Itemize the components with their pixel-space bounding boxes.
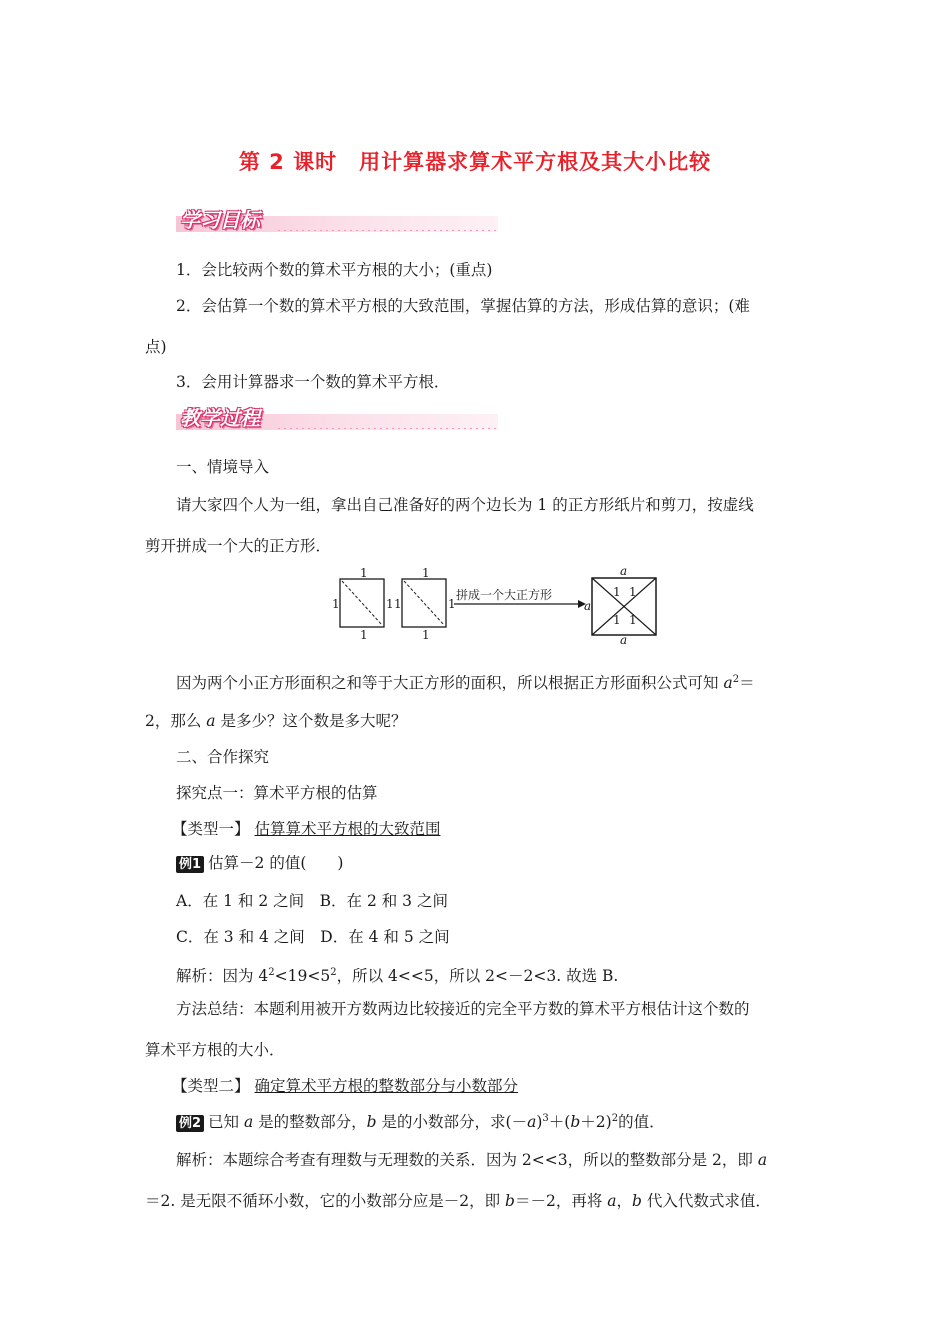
banner-dots (276, 427, 496, 430)
method-summary-line-2: 算术平方根的大小． (145, 1041, 285, 1059)
example-badge: 例2 (176, 1115, 204, 1132)
example-badge: 例1 (176, 856, 204, 873)
side-label: 1 (422, 628, 430, 642)
options-a-b: A．在 1 和 2 之间 B．在 2 和 3 之间 (176, 892, 448, 910)
arrow-text: 拼成一个大正方形 (456, 588, 553, 602)
inner-label: 1 (613, 613, 621, 627)
goal-3: 3．会用计算器求一个数的算术平方根． (176, 373, 450, 391)
side-label-a: a (620, 568, 628, 578)
inner-label: 1 (629, 613, 637, 627)
dashed-diagonal (404, 581, 444, 625)
page-title: 第 2 课时 用计算器求算术平方根及其大小比较 (238, 150, 712, 174)
paragraph-1-line-2: 剪开拼成一个大的正方形． (145, 537, 332, 555)
inner-label: 1 (613, 585, 621, 599)
side-label-a: a (584, 599, 592, 613)
example-1: 例1 估算－2 的值( ) (176, 852, 343, 874)
side-label: 1 (448, 597, 456, 611)
square-cutting-figure (330, 568, 670, 644)
banner-label: 学习目标 (180, 208, 260, 232)
analysis-2-line-1: 解析：本题综合考查有理数与无理数的关系．因为 2<<3，所以的整数部分是 2，即 a (176, 1151, 768, 1169)
section-1-heading: 一、情境导入 (176, 458, 270, 476)
banner-dots (276, 229, 496, 232)
paragraph-1-line-1: 请大家四个人为一组，拿出自己准备好的两个边长为 1 的正方形纸片和剪刀，按虚线 (176, 496, 754, 514)
type-2-heading: 【类型二】 确定算术平方根的整数部分与小数部分 (172, 1077, 518, 1095)
inner-label: 1 (629, 585, 637, 599)
banner-label: 教学过程 (180, 406, 260, 430)
section-banner-goals (176, 204, 498, 234)
side-label: 1 (360, 628, 368, 642)
side-label: 1 (360, 568, 368, 580)
goal-1: 1．会比较两个数的算术平方根的大小；(重点) (176, 261, 493, 279)
paragraph-2-line-2: 2，那么 a 是多少？这个数是多大呢？ (145, 712, 407, 730)
goal-2-line-2: 点) (145, 338, 167, 356)
analysis-2-line-2: ＝2. 是无限不循环小数，它的小数部分应是－2，即 b＝－2，再将 a，b 代入代数式求值． (145, 1192, 771, 1210)
side-label: 1 (386, 597, 394, 611)
dashed-diagonal (342, 581, 382, 625)
exploration-point-1: 探究点一：算术平方根的估算 (176, 784, 378, 802)
side-label: 1 (332, 597, 340, 611)
side-label: 1 (394, 597, 402, 611)
goal-2-line-1: 2．会估算一个数的算术平方根的大致范围，掌握估算的方法，形成估算的意识；(难 (176, 297, 750, 315)
method-summary-line-1: 方法总结：本题利用被开方数两边比较接近的完全平方数的算术平方根估计这个数的 (176, 1000, 750, 1018)
side-label: 1 (422, 568, 430, 580)
options-c-d: C．在 3 和 4 之间 D．在 4 和 5 之间 (176, 928, 450, 946)
type-1-heading: 【类型一】 估算算术平方根的大致范围 (172, 820, 441, 838)
paragraph-2-line-1: 因为两个小正方形面积之和等于大正方形的面积，所以根据正方形面积公式可知 $a^2=$ (176, 674, 755, 693)
example-2: 例2 已知 a 是的整数部分，b 是的小数部分，求$(-a)^3+(b+2)^2$的值． (176, 1108, 665, 1133)
section-banner-process (176, 402, 498, 432)
section-2-heading: 二、合作探究 (176, 748, 270, 766)
analysis-1: 解析：因为 $4^2<19<5^2$，所以 4<<5，所以 2<－2<3. 故选 B. (176, 967, 619, 986)
side-label-a: a (620, 633, 628, 644)
